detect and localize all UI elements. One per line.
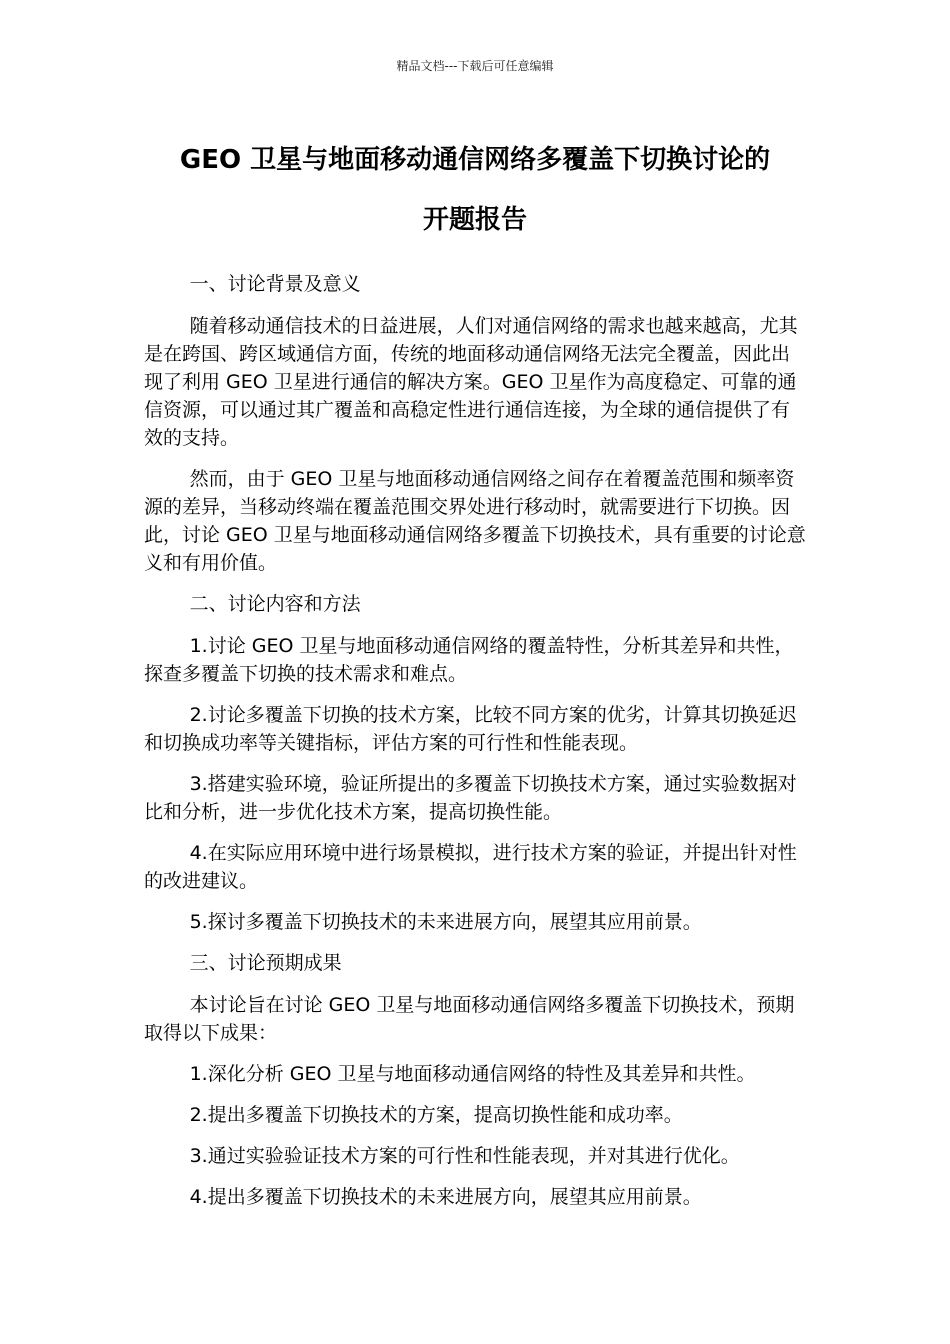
list-item: 5.探讨多覆盖下切换技术的未来进展方向，展望其应用前景。: [189, 911, 702, 933]
title-line-1: GEO 卫星与地面移动通信网络多覆盖下切换讨论的: [179, 145, 771, 175]
list-item: 2.讨论多覆盖下切换的技术方案，比较不同方案的优劣，计算其切换延迟和切换成功率等关键指标，评估方案的可行性和性能表现。: [144, 704, 797, 754]
title-line-2: 开题报告: [422, 205, 527, 235]
list-item: 4.提出多覆盖下切换技术的未来进展方向，展望其应用前景。: [189, 1186, 702, 1208]
section-heading-expected-results: 三、讨论预期成果: [189, 952, 342, 974]
paragraph-background-2: 然而，由于 GEO 卫星与地面移动通信网络之间存在着覆盖范围和频率资源的差异，当移动终端在覆盖范围交界处进行移动时，就需要进行下切换。因此，讨论 GEO 卫星与地面移动通信网络多覆盖下切换技术，具有重要的讨论意义和有用价值。: [144, 468, 806, 574]
list-item: 3.通过实验验证技术方案的可行性和性能表现，并对其进行优化。: [189, 1145, 740, 1167]
list-item: 1.讨论 GEO 卫星与地面移动通信网络的覆盖特性，分析其差异和共性，探查多覆盖下切换的技术需求和难点。: [144, 635, 794, 685]
header-note: 精品文档---下载后可任意编辑: [396, 59, 554, 73]
section-heading-background: 一、讨论背景及意义: [189, 273, 361, 295]
list-item: 4.在实际应用环境中进行场景模拟，进行技术方案的验证，并提出针对性的改进建议。: [144, 842, 797, 892]
list-item: 1.深化分析 GEO 卫星与地面移动通信网络的特性及其差异和共性。: [189, 1063, 756, 1085]
list-item: 2.提出多覆盖下切换技术的方案，提高切换性能和成功率。: [189, 1104, 683, 1126]
document-body: [144, 270, 806, 1224]
list-item: 3.搭建实验环境，验证所提出的多覆盖下切换技术方案，通过实验数据对比和分析，进一步优化技术方案，提高切换性能。: [144, 773, 797, 823]
page-title: [140, 130, 810, 250]
paragraph-expected-intro: 本讨论旨在讨论 GEO 卫星与地面移动通信网络多覆盖下切换技术，预期取得以下成果：: [144, 994, 795, 1044]
paragraph-background-1: 随着移动通信技术的日益进展，人们对通信网络的需求也越来越高，尤其是在跨国、跨区域通信方面，传统的地面移动通信网络无法完全覆盖，因此出现了利用 GEO 卫星进行通信的解决方案。GEO 卫星作为高度稳定、可靠的通信资源，可以通过其广覆盖和高稳定性进行通信连接，为全球的通信提供了有效的支持。: [144, 315, 798, 449]
section-heading-content-methods: 二、讨论内容和方法: [189, 593, 361, 615]
